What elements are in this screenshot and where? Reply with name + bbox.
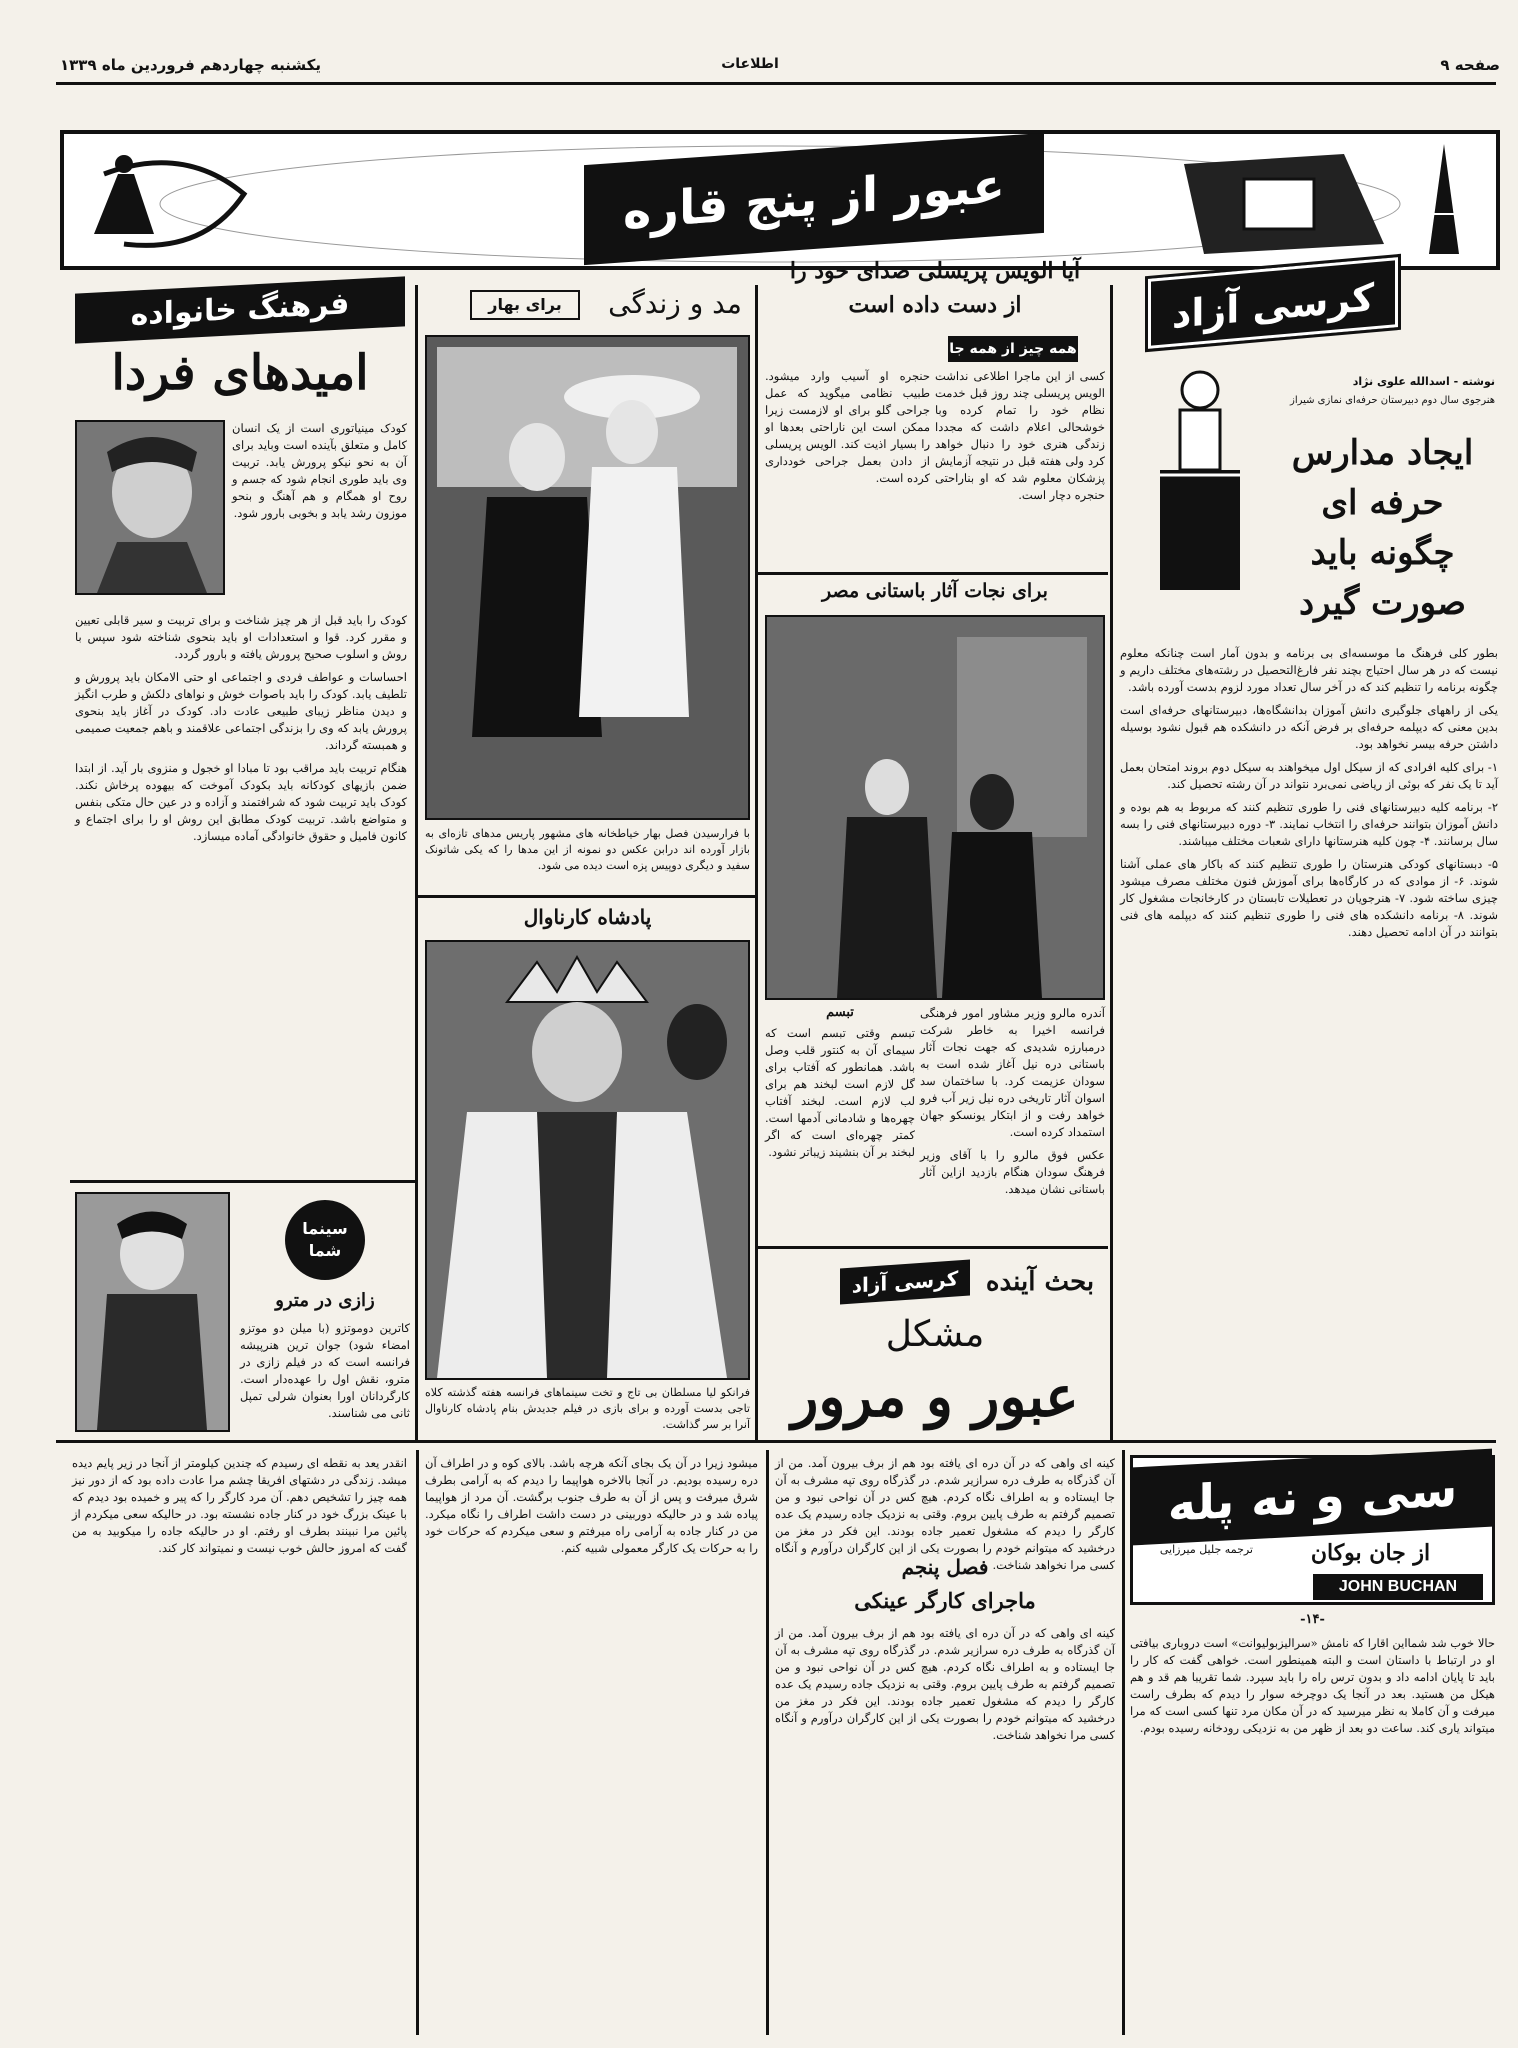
serial-author: از جان بوکان (1310, 1540, 1431, 1566)
tabassom-title: تبسم (826, 1005, 854, 1020)
photo-figures (427, 942, 748, 1378)
serial-english-name: JOHN BUCHAN (1313, 1574, 1483, 1600)
kursi-azad-badge: کرسی آزاد (1148, 257, 1398, 349)
paragraph: احساسات و عواطف فردی و اجتماعی او حتی الامکان باید پرورش و تلطیف یابد. کودک را باید باصوات خوش و نواهای دلکش و طرب انگیز و دیدن مناظر زیبای طبیعی عادت داد. کودک در آغاز باید بنحوی پرورش یابد که وی را بزندگی اجتماعی علاقمند و باهم جمعیت صمیمی و همبسته گرداند. (75, 670, 407, 752)
paragraph: بطور کلی فرهنگ ما موسسه‌ای بی برنامه و بدون آمار است چنانکه معلوم نیست که در هر سال احتیاج بچند نفر فارغ‌التحصیل در رشته‌های مختلف داریم و چگونه برنامه را تنظیم کند که در آخر سال تعداد مورد لزوم بدست آورده باشد. (1120, 646, 1498, 694)
paragraph: کودک را باید قبل از هر چیز شناخت و برای تربیت و سیر قابلی تعیین و مقرر کرد. قوا و استعدادات او باید بنحوی شناخته شود سپس با روش و اسلوب صحیح پرورش یافته و بارور گردد. (75, 613, 407, 661)
column-rule (1122, 1450, 1125, 2035)
next-debate-badge: کرسی آزاد (840, 1259, 970, 1304)
next-debate-label: بحث آینده (985, 1267, 1095, 1297)
serial-col-3: میشود زیرا در آن یک بجای آنکه هرچه باشد. بالای کوه و در اطراف آن دره رسیده بودیم. در آنجا بالاخره هواپیما را دیدم که به آرامی بطرف شرق میرفت و پس از آن به طرف جنوب برگشت. آن مرد از هواپیما پیاده شد و در حالیکه دوربینی در دست داشت اطراف را نگاه میکرد. من در کنار جاده به آرامی راه میرفتم و سعی میکردم که حرکات خود را به حرکات یک کارگر معمولی شبیه کنم. (425, 1456, 758, 1555)
column-rule (755, 285, 758, 1440)
carnival-photo (425, 940, 750, 1380)
next-debate-title-1: مشکل (885, 1314, 985, 1355)
serial-episode: -۱۴- (1300, 1612, 1325, 1627)
author-desc: هنرجوی سال دوم دبیرستان حرفه‌ای نمازی شیراز (1289, 395, 1495, 406)
fashion-title: مد و زندگی (608, 287, 742, 320)
egypt-body (920, 1005, 1105, 1240)
child-portrait-photo (75, 420, 225, 595)
fashion-tag: برای بهار (470, 290, 580, 320)
section-rule (758, 1246, 1108, 1249)
farhang-body (75, 612, 407, 1177)
elvis-body-right: کسی از این ماجرا اطلاعی نداشت الویس پریسلی چند روز قبل خدمت نظام خود را تمام کرده وبا خوشحالی اعلام داشت که مجددا زندگی هنری خود را دنبال خواهد کرد ولی هفته قبل در نتیجه آزمایش پزشکان معلوم شد که او بناراحتی حنجره دچار است. (935, 369, 1105, 502)
kursi-azad-body (1120, 645, 1498, 1435)
paper-name: اطلاعات (721, 56, 779, 72)
banner-title: عبور از پنج قاره (584, 133, 1044, 265)
photo-figures (767, 617, 1103, 998)
paragraph: عکس فوق مالرو را با آقای وزیر فرهنگ سودان هنگام بازدید ازاین آثار باستانی نشان میدهد. (920, 1148, 1105, 1196)
date-line: یکشنبه چهاردهم فروردین ماه ۱۳۳۹ (60, 56, 322, 74)
farhang-badge: فرهنگ خانواده (75, 276, 405, 343)
section-rule (56, 1440, 1496, 1443)
paragraph: هنگام تربیت باید مراقب بود تا مبادا او خجول و منزوی بار آید. از ابتدا ضمن بازیهای کودکانه باید بکودک آموخت که بیهوده پرخاش نکند. کودک باید تربیت شود که شرافتمند و آزاده و در عین حال متکی بنفس و متواضع باشد. تربیت کودک مطابق این روش او را برای اجتماع و کانون فامیل و حقوق خانوادگی آماده میسازد. (75, 761, 407, 843)
header-rule (56, 82, 1496, 85)
page-number: صفحه ۹ (1440, 56, 1500, 74)
paragraph: ۵- دبستانهای کودکی هنرستان را طوری تنظیم کنند که باکار های عملی آشنا شوند. ۶- از موادی که در کارگاه‌ها برای آموزش فنون مختلف مصرف میشود چیزی ساخته شود. ۷- هنرجویان در تعطیلات تابستان در کارخانجات مشغول کار شوند. ۸- برنامه دانشکده های فنی را طوری تنظیم کنند که دیپلمه های فنی بتوانند در آن ادامه تحصیل دهند. (1120, 857, 1499, 939)
serial-banner (1130, 1455, 1495, 1605)
article-title-line: حرفه ای (1321, 483, 1444, 523)
paragraph: کینه ای واهی که در آن دره ای یافته بود هم از برف بیرون آمد. من از آن گذرگاه به طرف دره سرازیر شدم. در گذرگاه روی تپه مشرف به آن جا ایستاده و به اطراف نگاه کردم. هیچ کس در آن نواحی نبود و من تصمیم گرفتم به طرف پایین بروم. وقتی به نزدیک جاده رسیدم یک عده کارگر را دیدم که مشغول تعمیر جاده بودند. این فکر در مغز من درخشید که میتوانم خودم را بصورت یکی از این کارگران درآورم و آنگاه کسی مرا نخواهد شناخت. (775, 1626, 1115, 1742)
elvis-body-left: حنجره او آسیب وارد میشود. طبیب نظامی میگوید که عمل جراحی گلو برای او لازمست زیرا ممکن است این ناراحتی بعدها او را بسیار اذیت کند. الویس پریسلی از دادن بعمل جراحی خودداری کرده است. (765, 369, 930, 485)
photo-figures (77, 422, 223, 593)
paragraph: آندره مالرو وزیر مشاور امور فرهنگی فرانسه اخیرا به خاطر شرکت درمبارزه شدیدی که جهت نجات آثار باستانی دره نیل آغاز شده است به سودان عزیمت کرد. با ساختمان سد اسوان آثار تاریخی دره نیل زیر آب فرو خواهد رفت و از ابتکار یونسکو جهان استمداد کرده است. (920, 1006, 1105, 1139)
carnival-title: پادشاه کارناوال (523, 905, 652, 929)
column-rule (766, 1450, 769, 2035)
photo-figures (77, 1194, 228, 1430)
serial-chapter-title: ماجرای کارگر عینکی (854, 1588, 1036, 1613)
serial-col-4: انقدر یعد به نقطه ای رسیدم که چندین کیلومتر از آنجا در زیر پایم دیده میشد. زندگی در دشتهای افریقا چشم مرا عادت داده بود که از دور نیز همه چیز را تشخیص دهم. آن مرد کارگر را که پیر و خمیده بود دیدم که با عینک بزرگ خود در کنار جاده نشسته بود. در حالیکه سعی میکردم از پائین مرا نبینند بطرف او رفتم. او در حالیکه جاده را میکوبید به من گفت که امروز حالش خوب نیست و نمیتواند کار کند. (72, 1456, 407, 1555)
column-rule (415, 285, 418, 1440)
cinema-body: کاترین دوموتزو (با میلن دو موتزو امضاء شود) جوان ترین هنرپیشه فرانسه است که در فیلم زازی در مترو، نقش اول را عهده‌دار است. کارگردانان اورا بعنوان شرلی تمپل ثانی می شناسند. (240, 1321, 410, 1420)
serial-title: سی و نه پله (1133, 1449, 1492, 1546)
farhang-body-1: کودک مینیاتوری است از یک انسان کامل و متعلق بآینده است وباید برای آن به نحو نیکو پرورش یابد. تربیت وی باید طوری انجام شود که جسم و روح او همگام و هم آهنگ و بنحو موزون رشد یابد و بخوبی بارور شود. (232, 421, 407, 520)
section-rule (70, 1180, 415, 1183)
egypt-title: برای نجات آثار باستانی مصر (822, 580, 1048, 602)
carnival-caption: فرانکو لیا مسلطان بی تاج و تخت سینماهای فرانسه هفته گذشته کلاه تاجی بدست آورده و برای بازی در فیلم جدیدش بنام پادشاه کارناوال آنرا بر سر گذاشت. (425, 1386, 750, 1431)
cinema-badge: سینما شما (285, 1200, 365, 1280)
elvis-title-line-2: از دست داده است (848, 292, 1022, 318)
article-title-line: صورت گیرد (1298, 583, 1467, 623)
section-rule (418, 895, 755, 898)
column-tag: همه چیز از همه جا (948, 336, 1078, 362)
tabassom-body: تبسم وقتی تبسم است که سیمای آن به کنتور قلب وصل باشد. همانطور که آفتاب برای گل لازم است لبخند هم برای لب لازم است. لبخند آفتاب چهره‌ها و شادمانی آدمها است. کمتر چهره‌ای است که اگر لبخند بر آن بنشیند زیباتر نشود. (765, 1026, 915, 1159)
cinema-title: زازی در مترو (275, 1290, 375, 1311)
serial-translator: ترجمه جلیل میرزایی (1159, 1543, 1253, 1556)
banner (60, 130, 1500, 270)
author-line: نوشته - اسدالله علوی نژاد (1352, 375, 1495, 388)
section-rule (758, 572, 1108, 575)
paragraph: ۲- برنامه کلیه دبیرستانهای فنی را طوری تنظیم کنند که مربوط به هم بوده و دانش آموزان بتوانند حرفه‌ای را انتخاب نمایند. ۳- دوره دبیرستانهای فنی را بسه سال برسانند. ۴- چون کلیه هنرستانها دارای شعبات مختلف میباشند. (1120, 800, 1498, 848)
paragraph: ۱- برای کلیه افرادی که از سیکل اول میخواهند به سیکل دوم بروند امتحان بعمل آید تا یک نفر که بوئی از ریاضی نمی‌برد نتواند در آن رشته تحصیل کند. (1120, 760, 1498, 791)
fashion-caption: با فرارسیدن فصل بهار خیاطخانه های مشهور پاریس مدهای تازه‌ای به بازار آورده اند درابن عکس دو نمونه از این مدها را که یکی شاتونک سفید و دیگری دوپیس پزه است دیده می شود. (425, 827, 750, 872)
serial-col-1: حالا خوب شد شمااین اقارا که نامش «سرالیزبولیوانت» است دروباری بیافتی او در ارتباط با داستان است و البته همینطور است. خواهی گفت که کار را باید تا پایان ادامه داد و بدون ترس راه را باید سپرد. شما تقریبا هم قد و هم هیکل من هستید. بعد در آنجا یک دوچرخه سوار را دیدم که بطرف راست میرفت و آن کاملا به نظر میرسید که در آن مکان مرد تنها کسی است که مرا میتواند یاری کند. ساعت دو بعد از ظهر من به نزدیکی رودخانه رسیده بودم. (1130, 1636, 1495, 1735)
serial-col-2 (775, 1625, 1115, 2035)
article-title-line: ایجاد مدارس (1291, 433, 1474, 473)
cinema-photo (75, 1192, 230, 1432)
serial-col-2-top: کینه ای واهی که در آن دره ای یافته بود هم از برف بیرون آمد. من از آن گذرگاه به طرف دره سرازیر شدم. در گذرگاه روی تپه مشرف به آن جا ایستاده و به اطراف نگاه کردم. هیچ کس در آن نواحی نبود و من تصمیم گرفتم به طرف پایین بروم. وقتی به نزدیک جاده رسیدم یک عده کارگر را دیدم که مشغول تعمیر جاده بودند. این فکر در مغز من درخشید که میتوانم خودم را بصورت یکی از این کارگران درآورم و آنگاه کسی مرا نخواهد شناخت. (775, 1456, 1115, 1572)
photo-figures (427, 337, 748, 818)
article-title-line: چگونه باید (1310, 533, 1455, 573)
farhang-title: امیدهای فردا (111, 345, 369, 401)
next-debate-title-2: عبور و مرور (791, 1364, 1079, 1430)
serial-chapter: فصل پنجم (901, 1555, 989, 1579)
speaker-podium-illustration (1130, 360, 1270, 600)
paragraph: یکی از راههای جلوگیری دانش آموزان بدانشگاه‌ها، دبیرستانهای حرفه‌ای است بدین معنی که دیپلمه حرفه‌ای بر فرض آنکه در دانشکده هم قبول نشود بوسیله داشتن حرفه بیسر نخواهد بود. (1120, 703, 1498, 751)
column-rule (416, 1450, 419, 2035)
fashion-photo (425, 335, 750, 820)
column-rule (1110, 285, 1113, 1440)
egypt-photo (765, 615, 1105, 1000)
elvis-title-line-1: آیا الویس پریسلی صدای خود را (789, 258, 1081, 284)
